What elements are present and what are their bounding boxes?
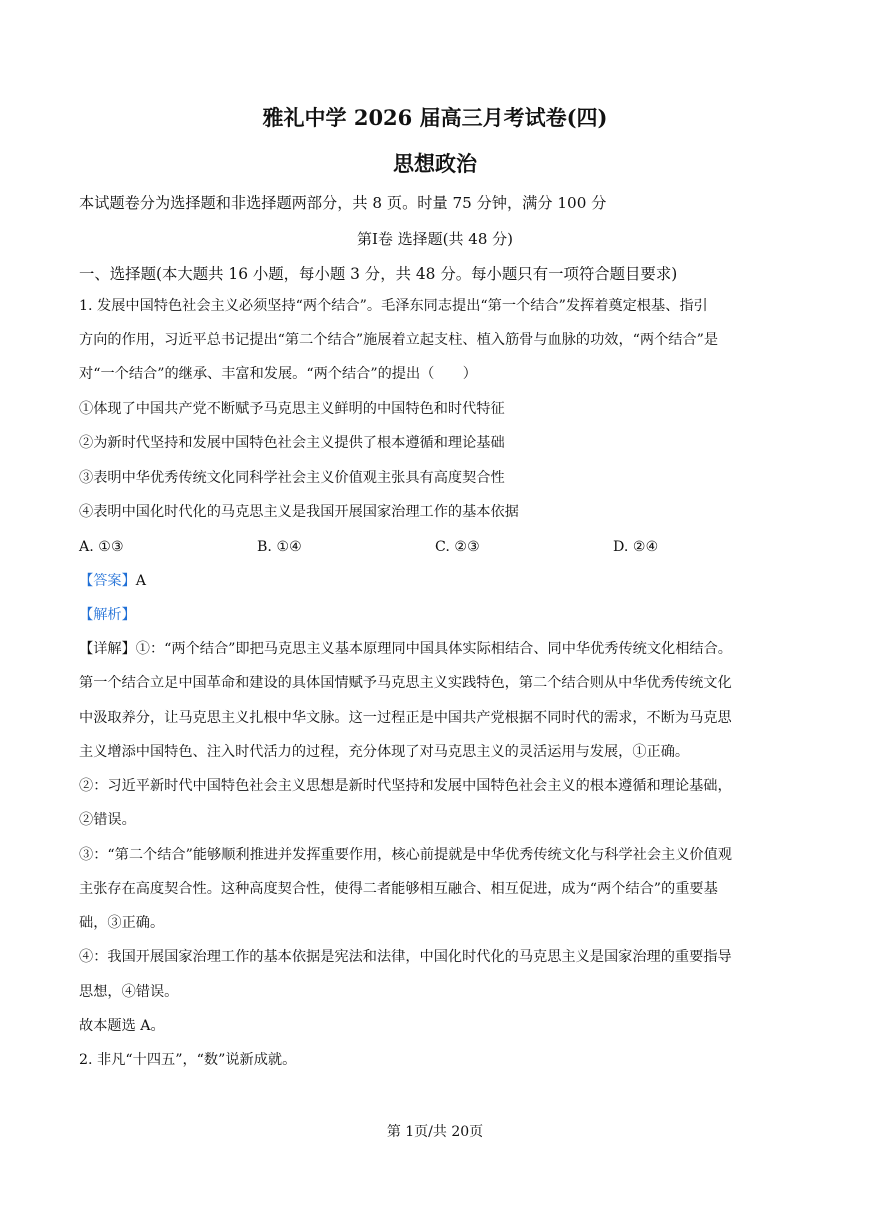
detail-line: ③：“第二个结合”能够顺利推进并发挥重要作用，核心前提就是中华优秀传统文化与科学社会主义价值观 [79, 847, 732, 863]
exam-intro: 本试题卷分为选择题和非选择题两部分，共 8 页。时量 75 分钟，满分 100 分 [79, 194, 607, 212]
detail-line: 主张存在高度契合性。这种高度契合性，使得二者能够相互融合、相互促进，成为“两个结合”的重要基 [79, 881, 718, 897]
detail-line: 故本题选 A。 [79, 1018, 165, 1034]
q1-stem-line: 对“一个结合”的继承、丰富和发展。“两个结合”的提出（ ） [79, 366, 477, 382]
detail-line: 主义增添中国特色、注入时代活力的过程，充分体现了对马克思主义的灵活运用与发展，①正确。 [79, 744, 690, 760]
q1-stem-line: 1. 发展中国特色社会主义必须坚持“两个结合”。毛泽东同志提出“第一个结合”发挥着奠定根基、指引 [79, 298, 708, 314]
answer-tag: 【答案】 [79, 573, 136, 589]
q1-options [79, 537, 799, 557]
detail-line: 思想，④错误。 [79, 984, 179, 1000]
exam-title: 雅礼中学 2026 届高三月考试卷(四) [262, 105, 608, 130]
detail-line [79, 639, 732, 659]
option-b: B. ①④ [257, 539, 302, 555]
q1-statement: ③表明中华优秀传统文化同科学社会主义价值观主张具有高度契合性 [79, 470, 505, 486]
q1-statement: ④表明中国化时代化的马克思主义是我国开展国家治理工作的基本依据 [79, 504, 519, 520]
answer-line [79, 571, 146, 591]
page-footer: 第 1页/共 20页 [386, 1124, 484, 1140]
detail-line: ④：我国开展国家治理工作的基本依据是宪法和法律，中国化时代化的马克思主义是国家治理的重要指导 [79, 949, 732, 965]
detail-tag: 【详解】 [79, 641, 136, 657]
q2-stem: 2. 非凡“十四五”，“数”说新成就。 [79, 1052, 297, 1068]
q1-statement: ②为新时代坚持和发展中国特色社会主义提供了根本遵循和理论基础 [79, 435, 505, 451]
section-heading: 一、选择题(本大题共 16 小题，每小题 3 分，共 48 分。每小题只有一项符合题目要求) [79, 265, 678, 283]
option-a: A. ①③ [79, 539, 124, 555]
detail-line: 第一个结合立足中国革命和建设的具体国情赋予马克思主义实践特色，第二个结合则从中华优秀传统文化 [79, 675, 732, 691]
part-heading: 第Ⅰ卷 选择题(共 48 分) [356, 230, 514, 248]
answer-value: A [135, 573, 147, 589]
subject-title: 思想政治 [393, 151, 477, 176]
q1-statement: ①体现了中国共产党不断赋予马克思主义鲜明的中国特色和时代特征 [79, 401, 505, 417]
detail-line: 础，③正确。 [79, 915, 165, 931]
q1-stem-line: 方向的作用，习近平总书记提出“第二个结合”施展着立起支柱、植入筋骨与血脉的功效，“两个结合”是 [79, 332, 719, 348]
detail-line: ②错误。 [79, 812, 136, 828]
detail-line: ②：习近平新时代中国特色社会主义思想是新时代坚持和发展中国特色社会主义的根本遵循和理论基础， [79, 778, 732, 794]
analysis-tag: 【解析】 [79, 607, 136, 623]
option-d: D. ②④ [613, 539, 659, 555]
detail-text: ①：“两个结合”即把马克思主义基本原理同中国具体实际相结合、同中华优秀传统文化相结合。 [135, 641, 732, 657]
detail-line: 中汲取养分，让马克思主义扎根中华文脉。这一过程正是中国共产党根据不同时代的需求，不断为马克思 [79, 710, 732, 726]
option-c: C. ②③ [435, 539, 480, 555]
